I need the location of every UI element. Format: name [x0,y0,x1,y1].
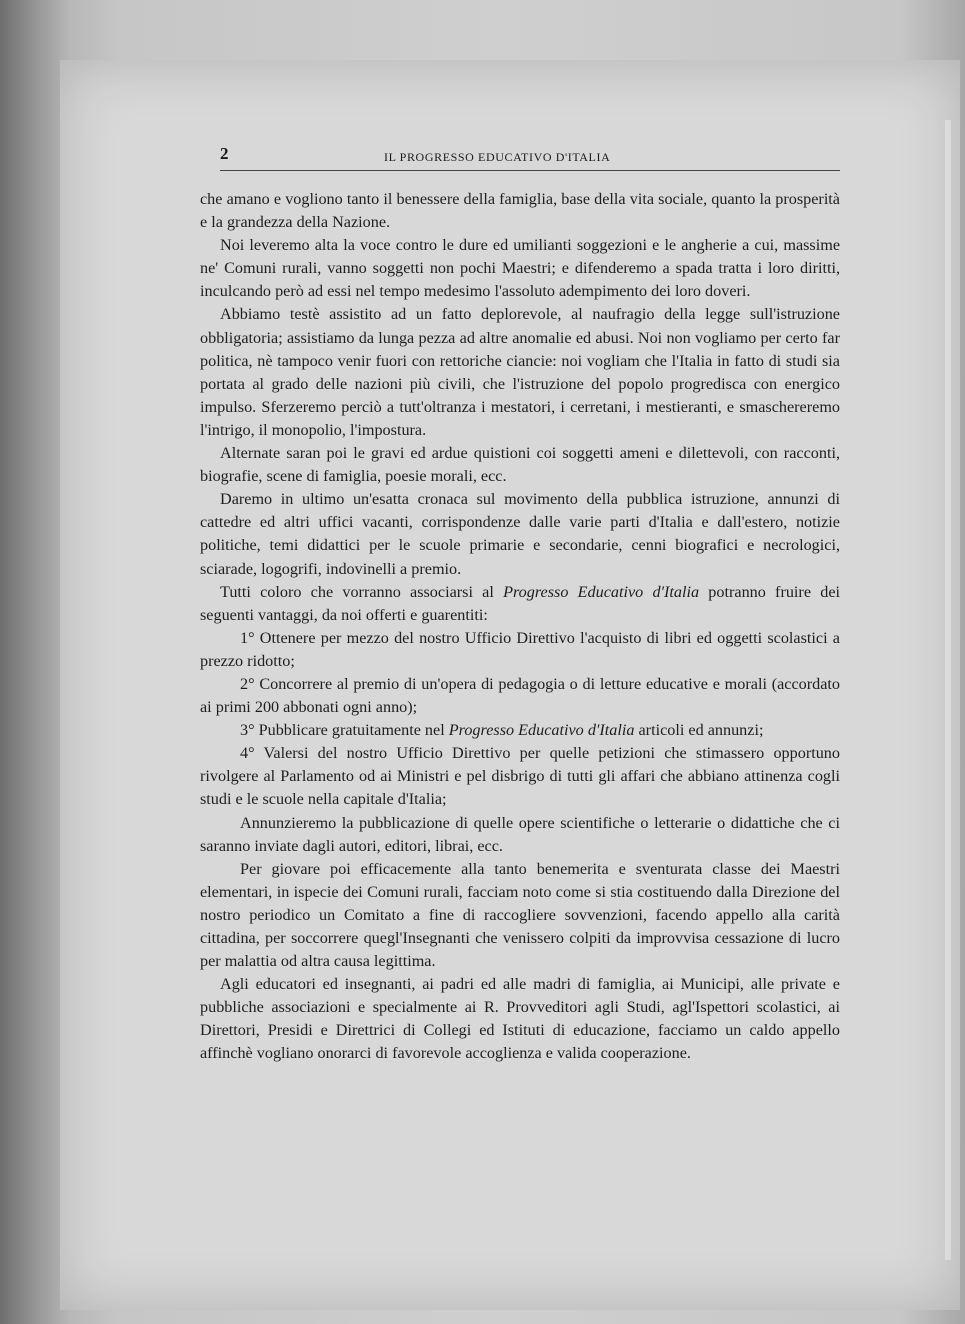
list-item: 2° Concorrere al premio di un'opera di pedagogia o di letture educative e morali (accordato ai primi 200 abbonati ogni anno); [200,674,840,717]
page-edge [945,120,951,1260]
paragraph-text: potranno fruire dei seguenti vantaggi, da noi offerti e guarentiti: [200,582,840,624]
paragraph-text: Tutti coloro che vorranno associarsi al [220,582,504,601]
paragraph: Daremo in ultimo un'esatta cronaca sul movimento della pubblica istruzione, annunzi di cattedre ed altri uffici vacanti, corrispondenze dalle varie parti d'Italia e dall'estero, notizie politiche, temi didattici per le scuole primarie e secondarie, cenni biografici e necrologici, sciarade, logogrifi, indovinelli a premio. [200,490,840,578]
list-item [200,719,840,742]
list-item: 4° Valersi del nostro Ufficio Direttivo per quelle petizioni che stimassero opportuno rivolgere al Parlamento od ai Ministri e pel disbrigo di tutti gli affari che abbiano attinenza cogli studi e le scuole nella capitale d'Italia; [200,744,840,809]
journal-title: Progresso Educativo d'Italia [448,721,635,740]
paragraph: che amano e vogliono tanto il benessere della famiglia, base della vita sociale, quanto la prosperità e la grandezza della Nazione. [200,190,840,232]
paragraph: Per giovare poi efficacemente alla tanto benemerita e sventurata classe dei Maestri elementari, in ispecie dei Comuni rurali, facciam noto come si stia costituendo dalla Direzione del nostro periodico un Comitato a fine di raccogliere sovvenzioni, facendo appello alla carità cittadina, per soccorrere quegl'Insegnanti che venissero colpiti da improvvisa cessazione di lucro per malattia od altra causa legittima. [200,859,840,971]
paragraph: Noi leveremo alta la voce contro le dure ed umilianti soggezioni e le angherie a cui, massime ne' Comuni rurali, vanno soggetti non pochi Maestri; e difenderemo a spada tratta i loro diritti, inculcando però ad essi nel tempo medesimo l'assoluto adempimento dei loro doveri. [200,236,840,301]
paragraph: Abbiamo testè assistito ad un fatto deplorevole, al naufragio della legge sull'istruzione obbligatoria; assistiamo da lunga pezza ad altre anomalie ed abusi. Noi non vogliamo per certo far politica, nè tampoco venir fuori con rettoriche ciancie: noi vogliam che l'Italia in fatto di studi sia portata al grado delle nazioni più civili, che l'istruzione del popolo progredisca con energico impulso. Sferzeremo perciò a tutt'oltranza i mestatori, i cerretani, i mestieranti, e smaschereremo l'intrigo, il monopolio, l'impostura. [200,305,840,439]
paragraph: Agli educatori ed insegnanti, ai padri ed alle madri di famiglia, ai Municipi, alle private e pubbliche associazioni e specialmente ai R. Provveditori agli Studi, agl'Ispettori scolastici, ai Direttori, Presidi e Direttrici di Collegi ed Istituti di educazione, facciamo un caldo appello affinchè vogliano onorarci di favorevole accoglienza e valida cooperazione. [200,975,840,1063]
list-item: 1° Ottenere per mezzo del nostro Ufficio Direttivo l'acquisto di libri ed oggetti scolastici a prezzo ridotto; [200,628,840,670]
page-number: 2 [220,144,229,163]
list-item-text: articoli ed annunzi; [634,721,764,740]
page-header [220,146,840,166]
list-item-text: 3° Pubblicare gratuitamente nel [240,721,449,740]
running-head: IL PROGRESSO EDUCATIVO D'ITALIA [384,150,611,164]
paragraph: Annunzieremo la pubblicazione di quelle opere scientifiche o letterarie o didattiche che ci saranno inviate dagli autori, editori, librai, ecc. [200,813,840,855]
journal-title: Progresso Educativo d'Italia [503,582,700,601]
paragraph: Alternate saran poi le gravi ed ardue quistioni coi soggetti ameni e dilettevoli, con racconti, biografie, scene di famiglia, poesie morali, ecc. [200,444,840,486]
header-rule [220,170,840,171]
paragraph [200,581,840,627]
body-text [200,188,840,1066]
